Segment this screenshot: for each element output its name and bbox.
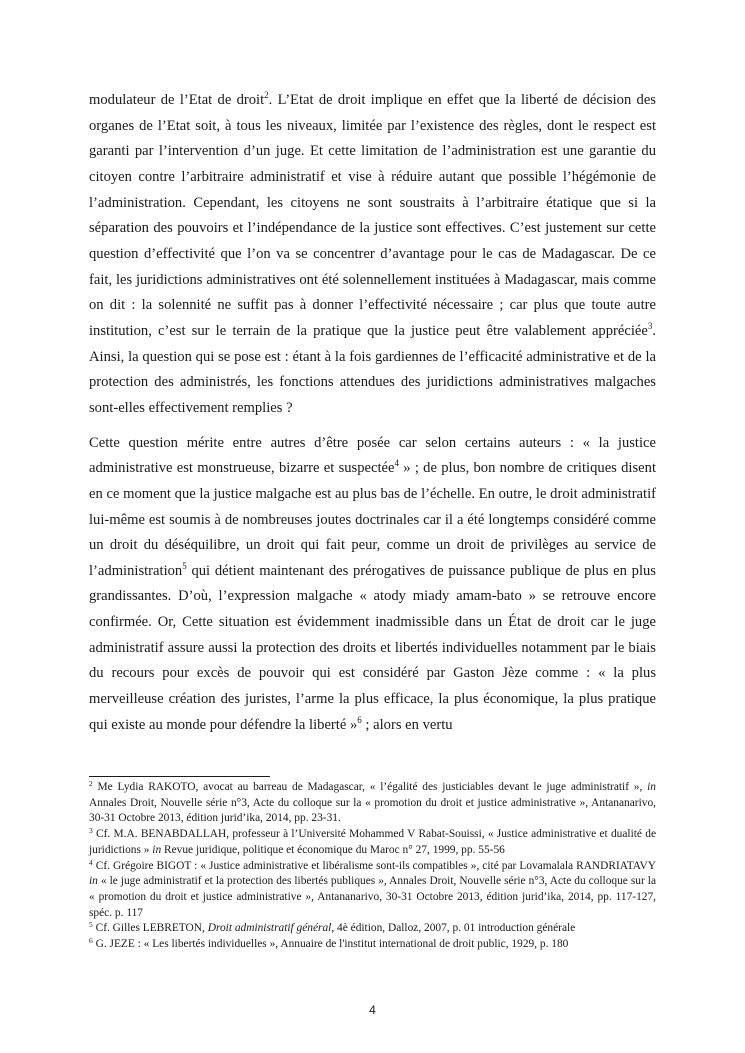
- footnote-number: 2: [89, 779, 93, 788]
- paragraph: [89, 88, 656, 422]
- footnote-number: 6: [89, 936, 93, 946]
- paragraph-text: modulateur de l’Etat de droit: [89, 92, 265, 108]
- paragraph-text: » ; de plus, bon nombre de critiques disent en ce moment que la justice malgache est au plus bas de l’échelle. En outre, le droit administratif lui-même est soumis à de nombreuses joutes doctrinales car il a été longtemps considéré comme un droit du déséquilibre, un droit qui fait peur, comme un droit de privilèges au service de l’administration: [89, 460, 656, 579]
- footnote-text: G. JEZE : « Les libertés individuelles », Annuaire de l'institut international de droit public, 1929, p. 180: [92, 938, 569, 951]
- footnote-number: 4: [89, 857, 93, 867]
- paragraph-text: . L’Etat de droit implique en effet que la liberté de décision des organes de l’Etat soit, à tous les niveaux, limitée par l’existence des règles, dont le respect est garanti par l’intervention d’un juge. Et cette limitation de l’administration est une garantie du citoyen contre l’arbitraire administratif et vise à réduire autant que possible l’hégémonie de l’administration. Cependant, les citoyens ne sont soustraits à l’arbitraire étatique que si la séparation des pouvoirs et l’indépendance de la justice sont effectives. C’est justement sur cette question d’effectivité que l’on va se concentrer d’avantage pour le cas de Madagascar. De ce fait, les juridictions administratives ont été solennellement instituées à Madagascar, mais comme on dit : la solennité ne suffit pas à donner l’effectivité nécessaire ; car plus que toute autre institution, c’est sur le terrain de la pratique que la justice peut être valablement appréciée: [89, 92, 656, 339]
- footnote-number: 5: [89, 920, 93, 930]
- footnote-text: Cf. Grégoire BIGOT : « Justice administrative et libéralisme sont-ils compatibles », cité par Lovamalala RANDRIATAVY: [92, 859, 656, 872]
- footnote: [89, 921, 656, 937]
- footnote-number: 3: [89, 826, 93, 836]
- footnote-text: Annales Droit, Nouvelle série n°3, Acte du colloque sur la « promotion du droit et justice administrative », Antananarivo, 30-31 Octobre 2013, édition jurid’ika, 2014, pp. 23-31.: [89, 796, 656, 825]
- footnote-reference[interactable]: 3: [647, 320, 653, 331]
- footnote-italic: Droit administratif général: [207, 922, 332, 935]
- paragraph-text: ; alors en vertu: [361, 716, 453, 733]
- footnote: [89, 780, 656, 827]
- footnote-italic: in: [89, 875, 98, 888]
- footnote: [89, 859, 656, 922]
- footnote-reference[interactable]: 2: [264, 90, 269, 100]
- paragraph-text: Cette question mérite entre autres d’être posée car selon certains auteurs : « la justice administrative est monstrueuse, bizarre et suspectée: [89, 434, 656, 477]
- paragraph-text: qui détient maintenant des prérogatives de puissance publique de plus en plus grandissantes. D’où, l’expression malgache « atody miady amam-bato » se retrouve encore confirmée. Or, Cette situation est évidemment inadmissible dans un État de droit car le juge administratif assure aussi la protection des droits et libertés individuelles notamment par le biais du recours pour excès de pouvoir qui est considéré par Gaston Jèze comme : « la plus merveilleuse création des juristes, l’arme la plus efficace, la plus économique, la plus pratique qui existe au monde pour défendre la liberté »: [89, 562, 656, 733]
- footnote-text: Revue juridique, politique et économique du Maroc n° 27, 1999, pp. 55-56: [161, 843, 505, 856]
- footnote-reference[interactable]: 5: [182, 560, 187, 571]
- body-text: [89, 88, 656, 738]
- footnote-reference[interactable]: 4: [394, 458, 399, 469]
- page-number: 4: [369, 1003, 376, 1017]
- footnote: [89, 827, 656, 858]
- paragraph: [89, 431, 656, 739]
- footnote-text: « le juge administratif et la protection des libertés publiques », Annales Droit, Nouvelle série n°3, Acte du colloque sur la « promotion du droit et justice administrative », Antananarivo, 30-31 Octobre 2013, édition jurid’ika, 2014, pp. 117-127, spéc. p. 117: [89, 875, 656, 919]
- footnote: [89, 937, 656, 953]
- footnote-separator: [89, 776, 270, 777]
- footnote-text: Cf. M.A. BENABDALLAH, professeur à l’Université Mohammed V Rabat-Souissi, « Justice administrative et dualité de juridictions »: [89, 828, 656, 856]
- footnote-text: Cf. Gilles LEBRETON,: [92, 922, 208, 935]
- footnote-reference[interactable]: 6: [357, 714, 362, 725]
- footnote-italic: in: [647, 781, 656, 793]
- footnote-text: , 4è édition, Dalloz, 2007, p. 01 introduction générale: [331, 922, 576, 935]
- footnotes: [89, 780, 656, 953]
- footnote-text: Me Lydia RAKOTO, avocat au barreau de Madagascar, « l’égalité des justiciables devant le juge administratif »,: [92, 781, 648, 793]
- paragraph-text: . Ainsi, la question qui se pose est : étant à la fois gardiennes de l’efficacité administrative et de la protection des administrés, les fonctions attendues des juridictions administratives malgaches sont-elles effectivement remplies ?: [89, 322, 656, 416]
- footnote-italic: in: [152, 843, 162, 856]
